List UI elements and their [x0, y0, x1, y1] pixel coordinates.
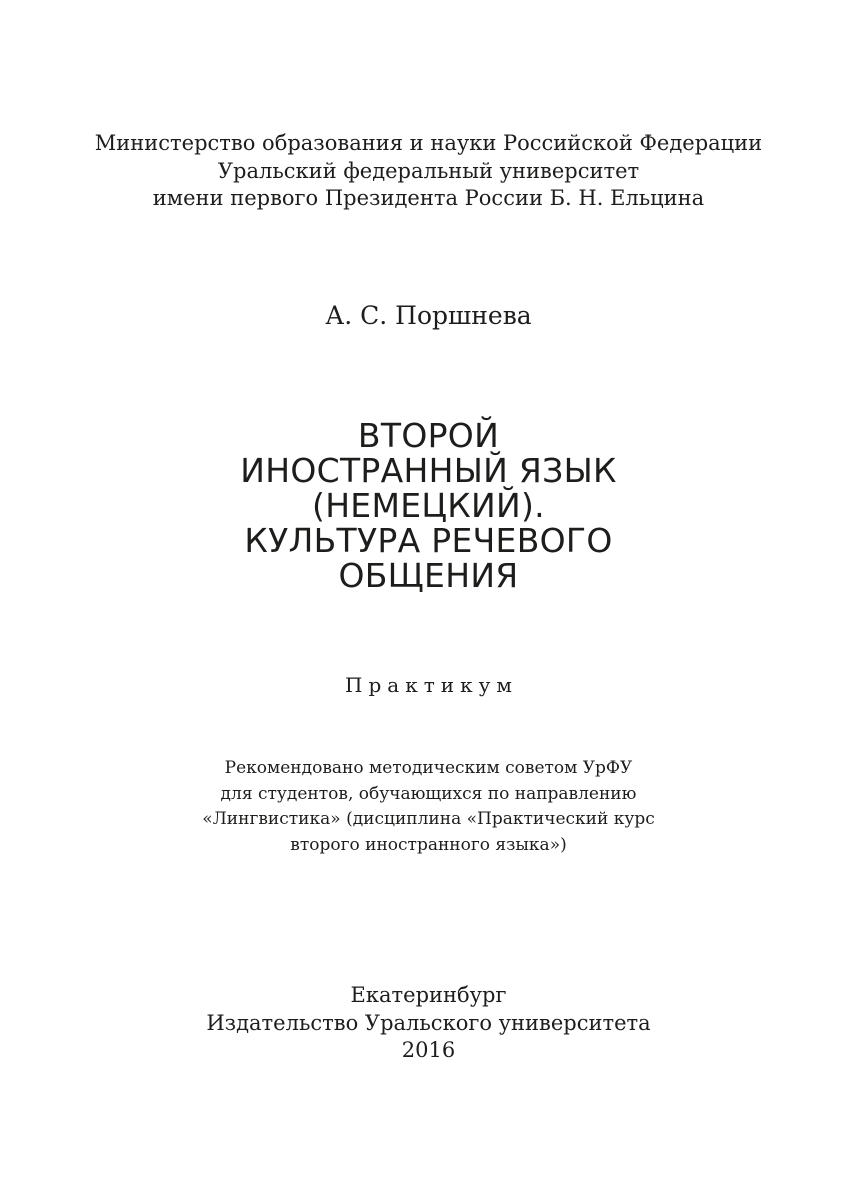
author-name: А. С. Поршнева — [325, 301, 532, 330]
recommendation-line: Рекомендовано методическим советом УрФУ — [224, 758, 633, 778]
book-title — [0, 418, 857, 593]
title-line: ИНОСТРАННЫЙ ЯЗЫК — [240, 451, 617, 490]
imprint — [0, 982, 857, 1065]
imprint-city: Екатеринбург — [350, 983, 507, 1007]
title-line: КУЛЬТУРА РЕЧЕВОГО — [244, 521, 613, 560]
institution-header — [0, 130, 857, 213]
recommendation-line: для студентов, обучающихся по направлению — [220, 783, 637, 804]
book-type: Практикум — [345, 673, 518, 697]
imprint-publisher: Издательство Уральского университета — [206, 1010, 651, 1035]
recommendation-line: второго иностранного языка») — [290, 834, 567, 855]
imprint-year: 2016 — [401, 1038, 456, 1062]
recommendation-note — [0, 756, 857, 858]
title-line: ВТОРОЙ — [357, 416, 500, 455]
university-dedication: имени первого Президента России Б. Н. Ельцина — [152, 186, 705, 210]
title-line: (НЕМЕЦКИЙ). — [312, 486, 545, 525]
title-line: ОБЩЕНИЯ — [338, 556, 519, 595]
ministry-name: Министерство образования и науки Российской Федерации — [94, 131, 763, 155]
recommendation-line: «Лингвистика» (дисциплина «Практический курс — [202, 809, 655, 829]
university-name: Уральский федеральный университет — [217, 158, 640, 183]
